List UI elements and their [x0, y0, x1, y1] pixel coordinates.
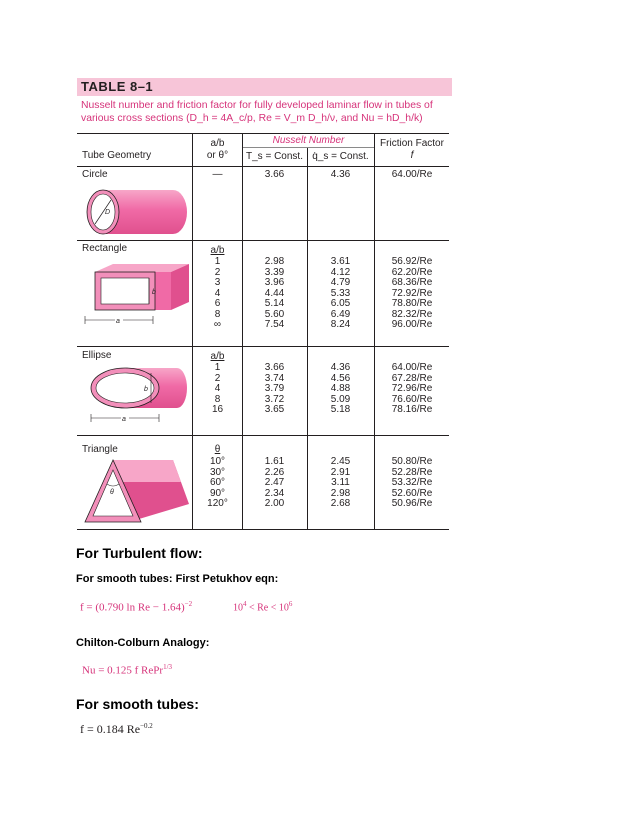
cell: 68.36/Re: [391, 277, 433, 288]
triangle-nu-q: [307, 457, 374, 510]
cell: 10°: [209, 456, 226, 467]
cell: 4: [214, 287, 221, 299]
cell: 64.00/Re: [391, 362, 433, 373]
header-ts-const: T_s = Const.: [246, 151, 303, 162]
cell: 5.33: [330, 287, 351, 299]
ellipse-f: [375, 363, 449, 416]
cell: 4: [214, 383, 221, 394]
range-exp-2: 6: [288, 600, 293, 608]
cell: 2.91: [330, 466, 351, 478]
ellipse-tube-figure: [81, 362, 191, 426]
cell: 78.80/Re: [391, 298, 433, 309]
cell: 6: [214, 298, 221, 309]
range-mid: < Re < 10: [246, 602, 289, 614]
cell: 50.80/Re: [391, 456, 433, 467]
cell: 2.98: [330, 487, 351, 499]
triangle-nu-t: [242, 457, 307, 510]
cell: a/b: [210, 245, 225, 256]
triangle-theta-label: θ: [110, 489, 114, 496]
circle-nu-t: [242, 170, 307, 181]
row-divider-ellipse: [77, 435, 449, 436]
row-divider-rectangle: [77, 346, 449, 347]
header-geometry: Tube Geometry: [82, 150, 152, 161]
chilton-eq-exp: 1/3: [163, 663, 173, 671]
petukhov-range: [233, 600, 292, 613]
cell: 4.56: [330, 372, 351, 384]
cell: 8: [214, 308, 221, 320]
cell: 1: [214, 362, 221, 373]
rect-a-label: a: [116, 318, 120, 325]
triangle-tube-figure: [81, 458, 191, 526]
rect-ab: [193, 257, 242, 331]
cell: 4.88: [330, 383, 351, 394]
cell: 96.00/Re: [391, 319, 433, 330]
cell: 16: [211, 404, 224, 415]
cell: 72.92/Re: [391, 287, 433, 299]
cell: —: [212, 169, 223, 180]
rect-f: [375, 257, 449, 331]
cell: 4.12: [330, 266, 351, 278]
header-ab-line2: or θ°: [206, 150, 229, 161]
cell: 60°: [209, 477, 226, 488]
rect-nu-t: [242, 257, 307, 331]
cell: 3.65: [264, 404, 285, 415]
circle-d-label: D: [105, 209, 111, 216]
triangle-theta: [193, 457, 242, 510]
caption-line-1: Nusselt number and friction factor for fully developed laminar flow in tubes of: [81, 100, 433, 111]
row-name-circle: Circle: [82, 169, 108, 180]
cell: 2.00: [264, 498, 285, 509]
ellipse-b-label: b: [144, 386, 148, 393]
cell: 2.98: [264, 256, 285, 267]
cell: 2.34: [264, 487, 285, 499]
rect-b-label: b: [152, 289, 156, 296]
rectangle-tube-figure: [83, 264, 191, 330]
circle-nu-q: [307, 170, 374, 181]
cell: 5.60: [264, 308, 285, 320]
cell: 52.60/Re: [391, 487, 433, 499]
circle-tube-figure: [81, 184, 191, 240]
header-friction-line2: f: [410, 150, 414, 161]
cell: 53.32/Re: [391, 477, 433, 488]
smooth-eq-exp: −0.2: [140, 722, 153, 730]
cell: 120°: [207, 498, 228, 509]
petukhov-eq-text: f = (0.790 ln Re − 1.64): [80, 601, 185, 614]
cell: 64.00/Re: [391, 169, 433, 180]
rect-ab-head: [193, 246, 242, 257]
cell: 3.66: [264, 362, 285, 373]
table-8-1: [77, 78, 449, 530]
table-title-bar: [77, 78, 452, 96]
cell: 4.79: [330, 277, 351, 288]
table-caption: [81, 100, 451, 125]
cell: 2.45: [330, 456, 351, 467]
cell: 72.96/Re: [391, 383, 433, 394]
cell: 3: [214, 277, 221, 288]
header-friction: [375, 138, 449, 162]
cell: 4.44: [264, 287, 285, 299]
cell: 56.92/Re: [391, 256, 433, 267]
cell: 2.47: [264, 477, 285, 488]
table-title: TABLE 8–1: [81, 79, 154, 94]
cell: 50.96/Re: [391, 498, 433, 509]
petukhov-eq-exp: −2: [184, 600, 193, 608]
header-nusselt: Nusselt Number: [272, 135, 345, 146]
range-base-1: 10: [233, 602, 243, 614]
cell: θ: [214, 444, 221, 455]
cell: 4.36: [330, 169, 351, 180]
cell: 62.20/Re: [391, 266, 433, 278]
cell: 4.36: [330, 362, 351, 373]
petukhov-equation: [80, 600, 192, 614]
petukhov-heading: For smooth tubes: First Petukhov eqn:: [76, 573, 279, 585]
range-exp-1: 4: [243, 600, 247, 608]
header-bottom-rule: [77, 166, 449, 167]
cell: 3.66: [264, 169, 285, 180]
cell: 82.32/Re: [391, 308, 433, 320]
smooth-eq-text: f = 0.184 Re: [80, 722, 141, 736]
cell: 30°: [209, 466, 226, 478]
turbulent-heading: For Turbulent flow:: [76, 545, 203, 561]
cell: 2: [214, 266, 221, 278]
row-divider-circle: [77, 240, 449, 241]
cell: 3.74: [264, 372, 285, 384]
cell: 3.72: [264, 393, 285, 405]
ellipse-ab: [193, 363, 242, 416]
chilton-eq-text: Nu = 0.125 f RePr: [82, 664, 164, 677]
cell: 5.14: [264, 298, 285, 309]
header-friction-line1: Friction Factor: [380, 138, 444, 149]
ellipse-a-label: a: [122, 416, 126, 423]
circle-ab: [193, 170, 242, 181]
cell: 2.26: [264, 466, 285, 478]
chilton-equation: [82, 663, 172, 677]
cell: 2.68: [330, 498, 351, 509]
row-name-ellipse: Ellipse: [82, 350, 112, 361]
cell: 8.24: [330, 319, 351, 330]
cell: ∞: [213, 319, 222, 330]
cell: 1: [214, 256, 221, 267]
cell: 67.28/Re: [391, 372, 433, 384]
row-name-triangle: Triangle: [82, 444, 118, 455]
cell: 76.60/Re: [391, 393, 433, 405]
cell: 1.61: [264, 456, 285, 467]
table-bottom-rule: [77, 529, 449, 530]
triangle-f: [375, 457, 449, 510]
cell: a/b: [210, 351, 225, 362]
cell: 7.54: [264, 319, 285, 330]
circle-f: [375, 170, 449, 181]
cell: 2: [214, 372, 221, 384]
cell: 6.05: [330, 298, 351, 309]
ellipse-nu-t: [242, 363, 307, 416]
triangle-theta-head: [193, 445, 242, 456]
row-name-rectangle: Rectangle: [82, 243, 128, 254]
cell: 78.16/Re: [391, 404, 433, 415]
header-qs-const: q̇_s = Const.: [312, 151, 369, 162]
cell: 52.28/Re: [391, 466, 433, 478]
cell: 3.39: [264, 266, 285, 278]
rect-nu-q: [307, 257, 374, 331]
smooth-heading: For smooth tubes:: [76, 696, 199, 712]
ellipse-ab-head: [193, 352, 242, 363]
cell: 3.61: [330, 256, 351, 267]
cell: 3.96: [264, 277, 285, 288]
cell: 6.49: [330, 308, 351, 320]
caption-line-2: various cross sections (D_h = 4A_c/p, Re = V_m D_h/ν, and Nu = hD_h/k): [81, 112, 423, 124]
smooth-equation: [80, 722, 153, 737]
cell: 90°: [209, 487, 226, 499]
cell: 8: [214, 393, 221, 405]
cell: 3.11: [331, 477, 350, 488]
ellipse-nu-q: [307, 363, 374, 416]
top-rule: [77, 133, 449, 134]
nusselt-rule: [242, 147, 374, 148]
cell: 5.09: [330, 393, 351, 405]
header-ab: [194, 138, 241, 162]
cell: 5.18: [330, 404, 351, 415]
chilton-heading: Chilton-Colburn Analogy:: [76, 637, 210, 649]
header-ab-line1: a/b: [210, 138, 225, 149]
cell: 3.79: [264, 383, 285, 394]
